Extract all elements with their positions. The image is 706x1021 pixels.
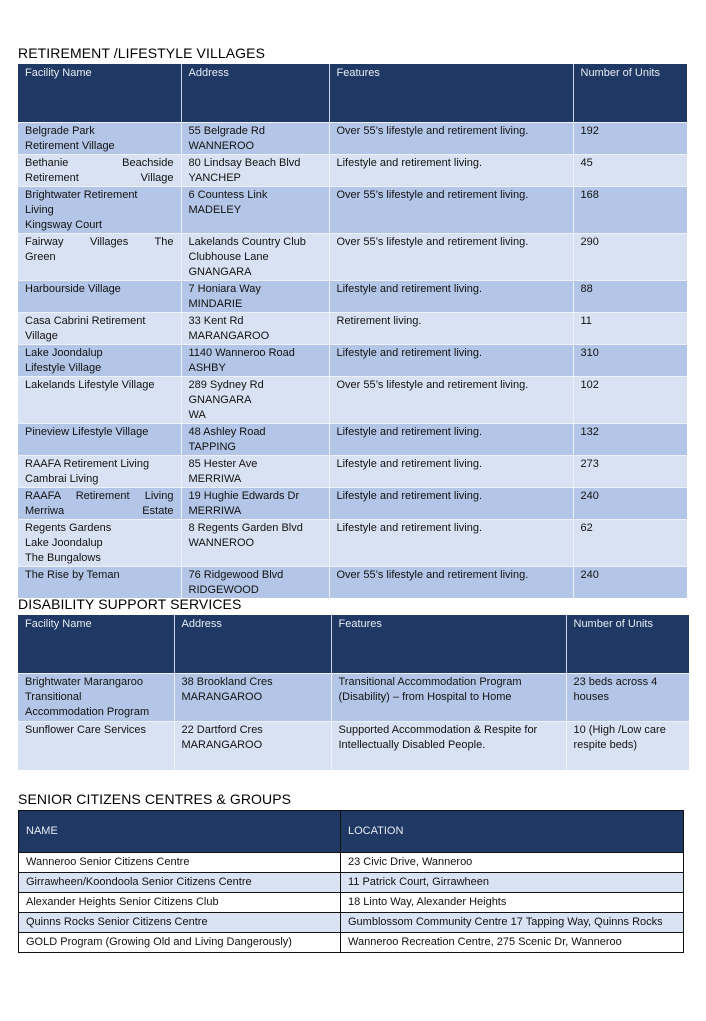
address: 19 Hughie Edwards Dr MERRIWA (181, 487, 329, 519)
address: 38 Brookland Cres MARANGAROO (174, 673, 331, 721)
table-row (19, 853, 684, 873)
facility-name: The Rise by Teman (18, 566, 181, 598)
address: 7 Honiara Way MINDARIE (181, 280, 329, 312)
retirement-section-title: RETIREMENT /LIFESTYLE VILLAGES (18, 45, 266, 61)
address: 76 Ridgewood Blvd RIDGEWOOD (181, 566, 329, 598)
address: 80 Lindsay Beach Blvd YANCHEP (181, 154, 329, 186)
centre-location: Wanneroo Recreation Centre, 275 Scenic Dr, Wanneroo (341, 933, 684, 953)
features: Supported Accommodation & Respite for Intellectually Disabled People. (331, 721, 566, 770)
table-row (18, 566, 687, 598)
units: 45 (573, 154, 687, 186)
units: 240 (573, 487, 687, 519)
address: 8 Regents Garden Blvd WANNEROO (181, 519, 329, 566)
disability-services-table (18, 615, 689, 770)
facility-name: Pineview Lifestyle Village (18, 423, 181, 455)
centre-name: Girrawheen/Koondoola Senior Citizens Centre (19, 873, 341, 893)
features: Lifestyle and retirement living. (329, 487, 573, 519)
facility-name: Brightwater Retirement Living Kingsway Court (18, 186, 181, 233)
table-header-row (19, 811, 684, 853)
column-header-facility-name: Facility Name (18, 64, 181, 122)
column-header-address: Address (181, 64, 329, 122)
retirement-villages-table (18, 64, 687, 598)
units: 168 (573, 186, 687, 233)
units: 23 beds across 4 houses (566, 673, 689, 721)
features: Over 55’s lifestyle and retirement living. (329, 186, 573, 233)
units: 310 (573, 344, 687, 376)
features: Lifestyle and retirement living. (329, 280, 573, 312)
features: Transitional Accommodation Program (Disability) – from Hospital to Home (331, 673, 566, 721)
facility-name: Belgrade Park Retirement Village (18, 122, 181, 154)
seniors-section-title: SENIOR CITIZENS CENTRES & GROUPS (18, 791, 292, 807)
address: 85 Hester Ave MERRIWA (181, 455, 329, 487)
units: 11 (573, 312, 687, 344)
facility-name: Sunflower Care Services (18, 721, 174, 770)
features: Lifestyle and retirement living. (329, 154, 573, 186)
features: Retirement living. (329, 312, 573, 344)
table-row (18, 455, 687, 487)
units: 62 (573, 519, 687, 566)
column-header-features: Features (331, 615, 566, 673)
facility-name: Harbourside Village (18, 280, 181, 312)
units: 290 (573, 233, 687, 280)
table-row (18, 280, 687, 312)
features: Over 55’s lifestyle and retirement living. (329, 376, 573, 423)
facility-name: Lake Joondalup Lifestyle Village (18, 344, 181, 376)
table-row (18, 487, 687, 519)
table-row (18, 186, 687, 233)
units: 10 (High /Low care respite beds) (566, 721, 689, 770)
column-header-features: Features (329, 64, 573, 122)
units: 88 (573, 280, 687, 312)
table-row (19, 893, 684, 913)
table-row (19, 873, 684, 893)
address: 289 Sydney Rd GNANGARA WA (181, 376, 329, 423)
table-row (18, 312, 687, 344)
facility-name: Fairway Villages The Green (18, 233, 181, 280)
column-header-name: NAME (19, 811, 341, 853)
column-header-facility-name: Facility Name (18, 615, 174, 673)
column-header-number-of-units: Number of Units (573, 64, 687, 122)
centre-name: Wanneroo Senior Citizens Centre (19, 853, 341, 873)
address: 6 Countess Link MADELEY (181, 186, 329, 233)
centre-name: Alexander Heights Senior Citizens Club (19, 893, 341, 913)
table-row (18, 423, 687, 455)
table-row (19, 933, 684, 953)
features: Lifestyle and retirement living. (329, 519, 573, 566)
table-header-row (18, 64, 687, 122)
units: 192 (573, 122, 687, 154)
centre-name: Quinns Rocks Senior Citizens Centre (19, 913, 341, 933)
features: Over 55’s lifestyle and retirement living. (329, 566, 573, 598)
units: 102 (573, 376, 687, 423)
features: Lifestyle and retirement living. (329, 423, 573, 455)
facility-name: Brightwater Marangaroo Transitional Accommodation Program (18, 673, 174, 721)
units: 132 (573, 423, 687, 455)
column-header-number-of-units: Number of Units (566, 615, 689, 673)
facility-name: Regents Gardens Lake Joondalup The Bungalows (18, 519, 181, 566)
table-row (18, 233, 687, 280)
table-header-row (18, 615, 689, 673)
address: 48 Ashley Road TAPPING (181, 423, 329, 455)
table-row (18, 721, 689, 770)
centre-location: Gumblossom Community Centre 17 Tapping Way, Quinns Rocks (341, 913, 684, 933)
address: 33 Kent Rd MARANGAROO (181, 312, 329, 344)
address: 22 Dartford Cres MARANGAROO (174, 721, 331, 770)
address: Lakelands Country Club Clubhouse Lane GNANGARA (181, 233, 329, 280)
units: 240 (573, 566, 687, 598)
table-row (18, 673, 689, 721)
table-row (18, 376, 687, 423)
column-header-location: LOCATION (341, 811, 684, 853)
table-row (18, 154, 687, 186)
column-header-address: Address (174, 615, 331, 673)
facility-name: RAAFA Retirement Living Merriwa Estate (18, 487, 181, 519)
facility-name: Casa Cabrini Retirement Village (18, 312, 181, 344)
features: Over 55’s lifestyle and retirement living. (329, 122, 573, 154)
features: Lifestyle and retirement living. (329, 344, 573, 376)
centre-location: 11 Patrick Court, Girrawheen (341, 873, 684, 893)
address: 55 Belgrade Rd WANNEROO (181, 122, 329, 154)
units: 273 (573, 455, 687, 487)
table-row (18, 519, 687, 566)
disability-section-title: DISABILITY SUPPORT SERVICES (18, 596, 242, 612)
address: 1140 Wanneroo Road ASHBY (181, 344, 329, 376)
facility-name: Bethanie Beachside Retirement Village (18, 154, 181, 186)
features: Lifestyle and retirement living. (329, 455, 573, 487)
table-row (19, 913, 684, 933)
table-row (18, 344, 687, 376)
centre-location: 23 Civic Drive, Wanneroo (341, 853, 684, 873)
centre-name: GOLD Program (Growing Old and Living Dangerously) (19, 933, 341, 953)
senior-centres-table (18, 810, 684, 953)
centre-location: 18 Linto Way, Alexander Heights (341, 893, 684, 913)
table-row (18, 122, 687, 154)
facility-name: RAAFA Retirement Living Cambrai Living (18, 455, 181, 487)
features: Over 55’s lifestyle and retirement living. (329, 233, 573, 280)
facility-name: Lakelands Lifestyle Village (18, 376, 181, 423)
